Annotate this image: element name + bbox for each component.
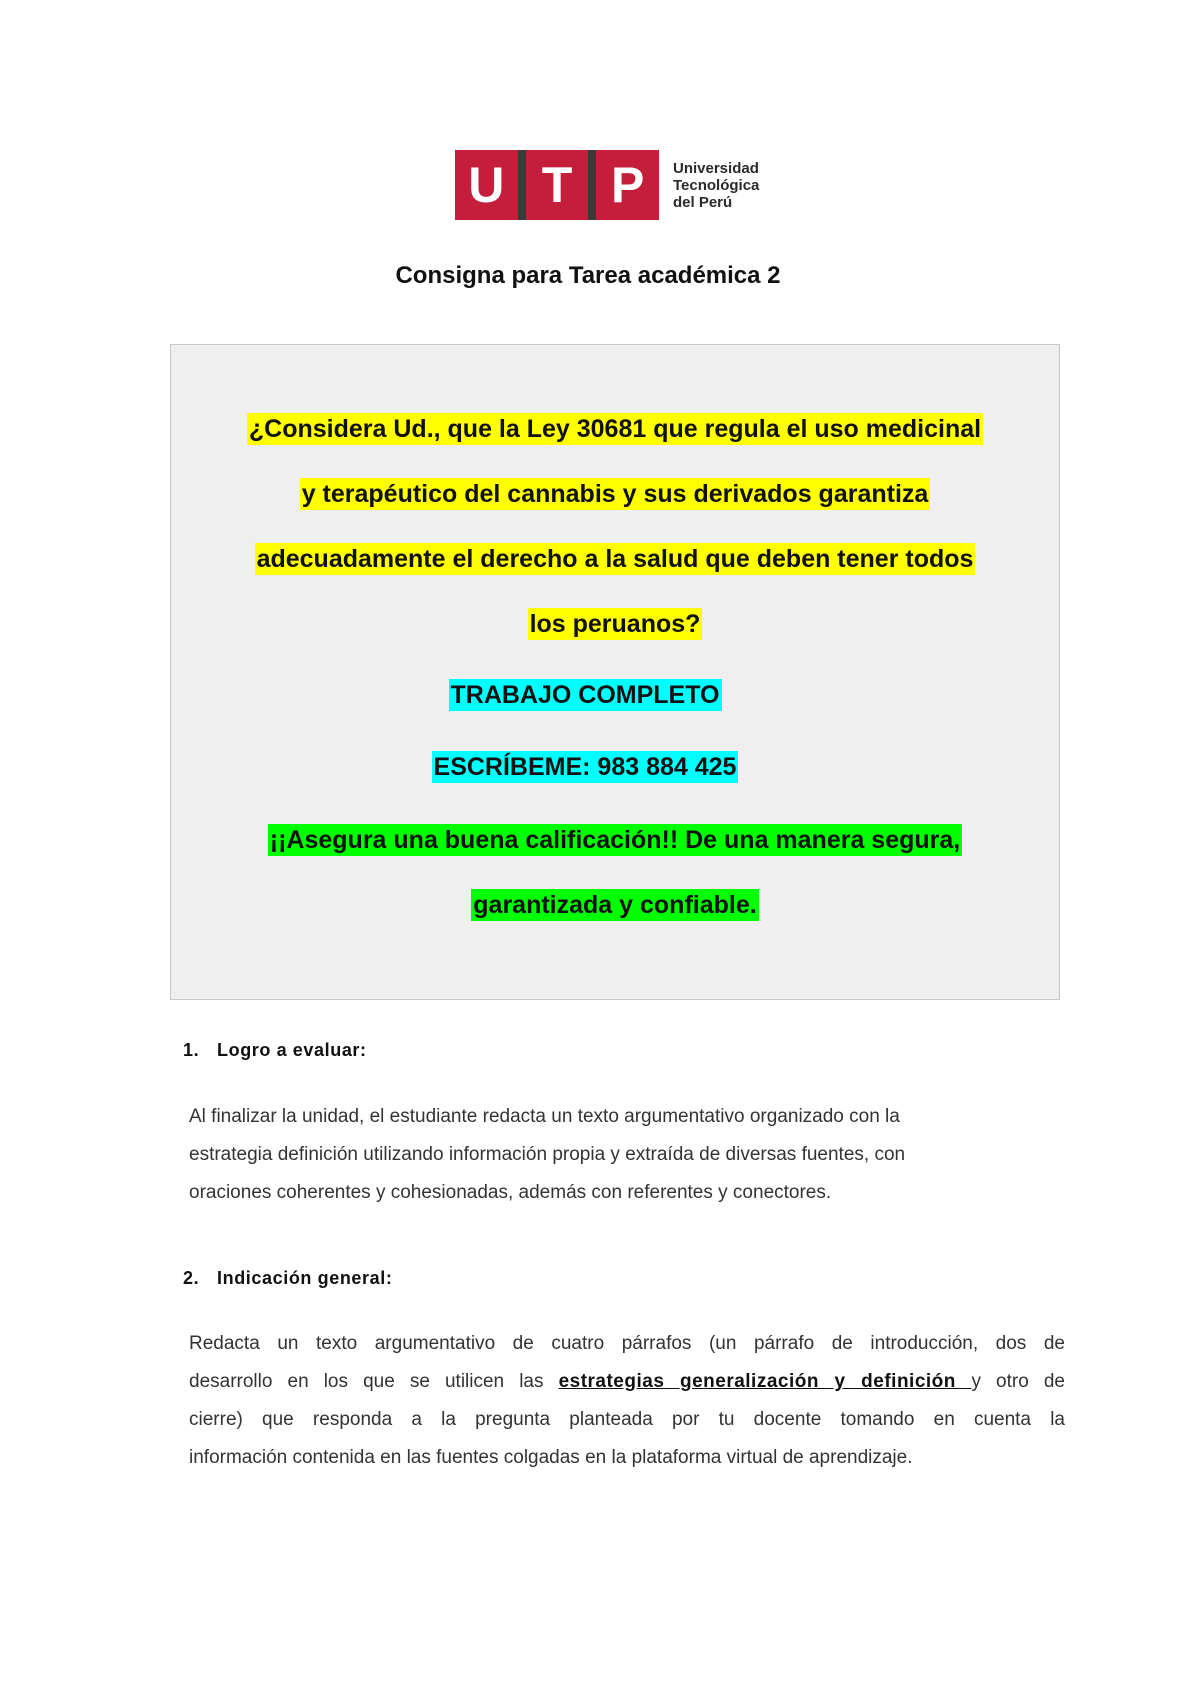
question-line [171,610,1059,639]
page-title: Consigna para Tarea académica 2 [395,262,781,289]
utp-logo [455,150,759,220]
logo-divider [518,150,526,220]
question-line [171,415,1059,444]
question-line-text: adecuadamente el derecho a la salud que deben tener todos [256,545,974,573]
paragraph-line: cierre) que responda a la pregunta planteada por tu docente tomando en cuenta la [189,1409,1065,1430]
trabajo-label [141,681,1029,710]
logo-letter-t: T [541,157,573,213]
logro-paragraph [189,1098,905,1212]
paragraph-line: Redacta un texto argumentativo de cuatro párrafos (un párrafo de introducción, dos de [189,1333,1065,1354]
utp-logo-mark [455,150,659,220]
logo-divider [588,150,596,220]
section-heading-indicacion [183,1268,392,1289]
paragraph-line: estrategia definición utilizando información propia y extraída de diversas fuentes, con [189,1144,906,1165]
promo-line-text: garantizada y confiable. [473,891,757,919]
emphasis-strategies: estrategias generalización y definición [558,1371,972,1392]
question-line-text: los peruanos? [529,610,701,638]
question-line [171,480,1059,509]
section-number: 1. [183,1040,200,1060]
contact-text: ESCRÍBEME: 983 884 425 [433,753,737,781]
question-line [171,545,1059,574]
question-box [170,344,1060,1000]
logo-wordmark [673,160,759,211]
section-number: 2. [183,1268,200,1288]
question-line-text: ¿Considera Ud., que la Ley 30681 que regula el uso medicinal [248,415,982,443]
promo-line [171,891,1059,920]
paragraph-line [189,1363,1065,1401]
promo-line [171,826,1059,855]
question-line-text: y terapéutico del cannabis y sus derivados garantiza [301,480,929,508]
paragraph-text: y otro de [971,1371,1065,1392]
section-heading-logro [183,1040,367,1061]
trabajo-text: TRABAJO COMPLETO [450,681,720,709]
logo-line-2: Tecnológica [673,176,760,194]
paragraph-text: desarrollo en los que se utilicen las [189,1371,559,1392]
logo-letter-p: P [611,157,645,213]
promo-line-text: ¡¡Asegura una buena calificación!! De una manera segura, [269,826,961,854]
logo-line-3: del Perú [673,193,733,211]
paragraph-line: oraciones coherentes y cohesionadas, además con referentes y conectores. [189,1182,832,1203]
section-heading-text: Indicación general: [217,1268,393,1288]
indicacion-paragraph [189,1325,1065,1477]
section-heading-text: Logro a evaluar: [217,1040,367,1060]
contact-line [141,753,1029,782]
paragraph-line: información contenida en las fuentes colgadas en la plataforma virtual de aprendizaje. [189,1447,913,1468]
paragraph-line: Al finalizar la unidad, el estudiante redacta un texto argumentativo organizado con la [189,1106,900,1127]
logo-letter-u: U [468,157,505,213]
logo-line-1: Universidad [673,159,759,177]
